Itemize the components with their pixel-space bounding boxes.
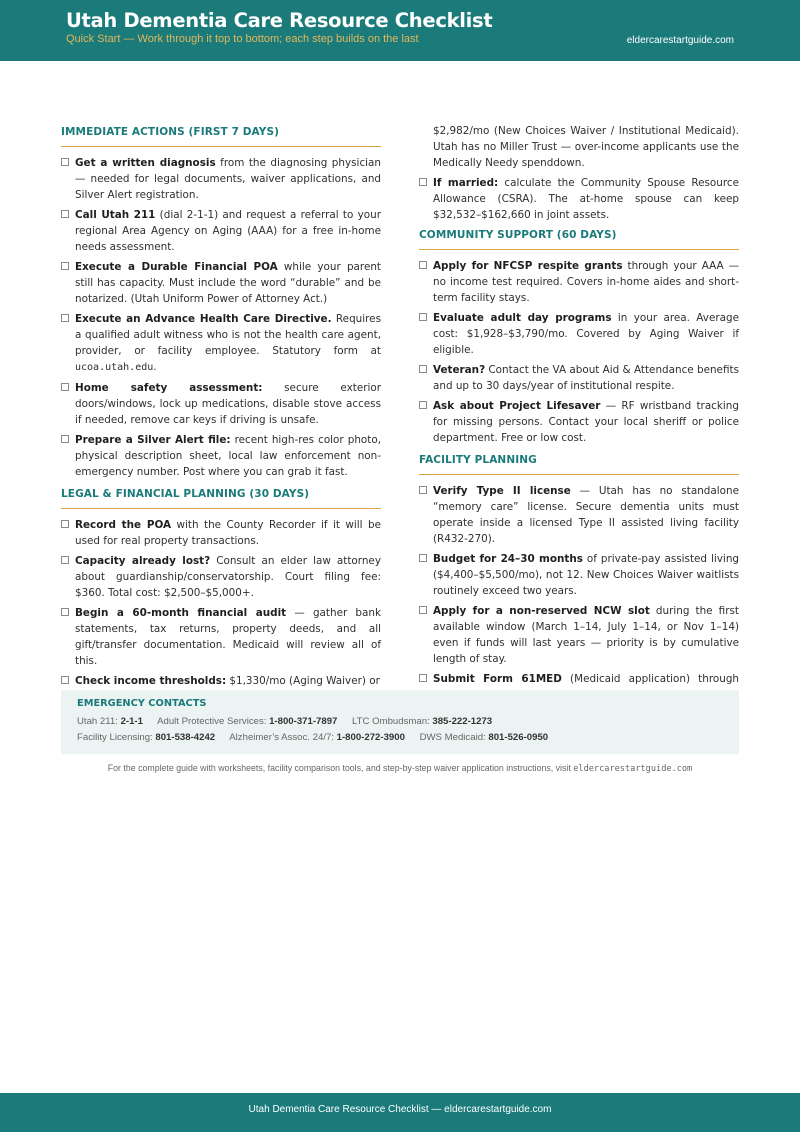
- contact-label: LTC Ombudsman:: [352, 716, 433, 727]
- item-text: during the first available window (March 1–14, July 1–14, or Nov 1–14) even if funds will last years — priority is by cumulative length of stay.: [433, 605, 739, 665]
- checklist-item: [419, 483, 739, 547]
- item-heading: Capacity already lost?: [75, 555, 211, 567]
- item-heading: Submit Form 61MED: [433, 673, 562, 685]
- checkbox-icon[interactable]: [61, 556, 69, 564]
- item-text-after: .: [153, 361, 157, 373]
- checklist-item: [61, 311, 381, 376]
- item-heading: Begin a 60-month financial audit: [75, 607, 287, 619]
- footnote-link[interactable]: eldercarestartguide.com: [573, 764, 693, 774]
- item-text: in your area. Average cost: $1,928–$3,790/mo. Covered by Aging Waiver if eligible.: [433, 312, 739, 356]
- item-text: — Utah has no standalone “memory care” license. Secure dementia units must operate inside a licensed Type II assisted living facility (R432-270).: [433, 485, 739, 545]
- page-subtitle: Quick Start — Work through it top to bottom; each step builds on the last: [66, 33, 419, 45]
- checklist-item: [61, 605, 381, 669]
- checkbox-icon[interactable]: [419, 486, 427, 494]
- checkbox-icon[interactable]: [61, 383, 69, 391]
- section-immediate-actions: [61, 124, 381, 480]
- contact-number[interactable]: 1-800-272-3900: [336, 732, 405, 743]
- item-heading: Evaluate adult day programs: [433, 312, 612, 324]
- item-text: with the County Recorder if it will be used for real property transactions.: [75, 519, 381, 547]
- item-text: secure exterior doors/windows, lock up medications, disable stove access if needed, remove car keys if driving is unsafe.: [75, 382, 381, 426]
- item-text: (dial 2-1-1) and request a referral to your regional Area Agency on Aging (AAA) for a free in-home needs assessment.: [75, 209, 381, 253]
- contact-label: DWS Medicaid:: [419, 732, 489, 743]
- item-text: of private-pay assisted living ($4,400–$5,500/mo), not 12. New Choices Waiver waitlists routinely exceed two years.: [433, 553, 739, 597]
- checklist-item: [61, 673, 381, 689]
- checkbox-icon[interactable]: [61, 210, 69, 218]
- footnote: [0, 763, 800, 774]
- checklist-item: [419, 175, 739, 223]
- item-text: Consult an elder law attorney about guardianship/conservatorship. Court filing fee: $360. Total cost: $2,500–$5,000+.: [75, 555, 381, 599]
- section-title: LEGAL & FINANCIAL PLANNING (30 DAYS): [61, 486, 381, 509]
- page-footer: [0, 1093, 800, 1132]
- item-heading: Execute an Advance Health Care Directive.: [75, 313, 332, 325]
- checklist-item: [61, 155, 381, 203]
- checklist-item: [61, 380, 381, 428]
- emergency-contacts-title: EMERGENCY CONTACTS: [77, 698, 207, 709]
- checkbox-icon[interactable]: [61, 520, 69, 528]
- checkbox-icon[interactable]: [419, 313, 427, 321]
- checkbox-icon[interactable]: [419, 401, 427, 409]
- item-text: from the diagnosing physician — needed for legal documents, waiver applications, and Silver Alert registration.: [75, 157, 381, 201]
- item-text: through your AAA — no income test required. Covers in-home aides and short-term facility stays.: [433, 260, 739, 304]
- checklist: [419, 258, 739, 446]
- contact-number[interactable]: 801-538-4242: [155, 732, 216, 743]
- checklist-item: [61, 207, 381, 255]
- item-text: — gather bank statements, tax returns, property deeds, and all gift/transfer documentation. Medicaid will review all of this.: [75, 607, 381, 667]
- checklist-item: [61, 517, 381, 549]
- contact-number[interactable]: 385-222-1273: [432, 716, 493, 727]
- contact-number[interactable]: 2-1-1: [120, 716, 143, 727]
- left-column: [61, 124, 381, 693]
- checkbox-icon[interactable]: [419, 606, 427, 614]
- checklist-item: [419, 551, 739, 599]
- checklist-item: [419, 398, 739, 446]
- checklist: [61, 517, 381, 689]
- item-heading: Budget for 24–30 months: [433, 553, 583, 565]
- checklist-item: [61, 553, 381, 601]
- checkbox-icon[interactable]: [419, 178, 427, 186]
- checkbox-icon[interactable]: [419, 365, 427, 373]
- checklist-item: [61, 259, 381, 307]
- item-text: $1,330/mo (Aging Waiver) or: [226, 675, 380, 687]
- item-heading: Prepare a Silver Alert file:: [75, 434, 231, 446]
- contact-entry: [77, 716, 143, 727]
- checklist: [61, 155, 381, 480]
- contact-number[interactable]: 801-526-0950: [488, 732, 549, 743]
- contact-number[interactable]: 1-800-371-7897: [269, 716, 338, 727]
- item-text: (Medicaid application) through: [570, 673, 740, 685]
- page-title: Utah Dementia Care Resource Checklist: [66, 9, 493, 32]
- item-heading: Ask about Project Lifesaver: [433, 400, 601, 412]
- section-title: IMMEDIATE ACTIONS (FIRST 7 DAYS): [61, 124, 381, 147]
- item-text: Requires a qualified adult witness who is not the health care agent, provider, or facility employee. Statutory form at: [75, 313, 381, 357]
- section-community-support: [419, 227, 739, 446]
- checkbox-icon[interactable]: [61, 262, 69, 270]
- footnote-text: For the complete guide with worksheets, facility comparison tools, and step-by-step waiver application instructions, visit: [107, 763, 574, 773]
- checklist: [419, 175, 739, 223]
- contact-label: Adult Protective Services:: [157, 716, 270, 727]
- contact-row: [77, 730, 723, 746]
- contact-entry: [352, 716, 492, 727]
- checkbox-icon[interactable]: [61, 676, 69, 684]
- item-heading: Apply for a non-reserved NCW slot: [433, 605, 650, 617]
- item-heading: If married:: [433, 177, 499, 189]
- section-title: COMMUNITY SUPPORT (60 DAYS): [419, 227, 739, 250]
- page-header: [0, 0, 800, 61]
- item-heading: Apply for NFCSP respite grants: [433, 260, 623, 272]
- checkbox-icon[interactable]: [61, 158, 69, 166]
- footer-text: Utah Dementia Care Resource Checklist — eldercarestartguide.com: [248, 1104, 552, 1115]
- checklist-item: [419, 258, 739, 306]
- item-url[interactable]: ucoa.utah.edu: [75, 362, 154, 373]
- section-facility-planning: [419, 452, 739, 704]
- contact-label: Utah 211:: [77, 716, 121, 727]
- item-text: — RF wristband tracking for missing persons. Contact your local sheriff or police department. Free or low cost.: [433, 400, 739, 444]
- section-title: FACILITY PLANNING: [419, 452, 739, 475]
- checklist-item: [419, 362, 739, 394]
- item-heading: Check income thresholds:: [75, 675, 227, 687]
- checklist-item: [419, 603, 739, 667]
- item-heading: Execute a Durable Financial POA: [75, 261, 278, 273]
- item-text: while your parent still has capacity. Must include the word “durable” and be notarized. (Utah Uniform Power of Attorney Act.): [75, 261, 381, 305]
- contact-row: [77, 714, 723, 730]
- checklist: [419, 483, 739, 704]
- item-text: recent high-res color photo, physical description sheet, local law enforcement non-emergency number. Post where you can grab it fast.: [75, 434, 381, 478]
- contact-label: Alzheimer’s Assoc. 24/7:: [229, 732, 337, 743]
- checkbox-icon[interactable]: [61, 435, 69, 443]
- checkbox-icon[interactable]: [419, 554, 427, 562]
- item-text: calculate the Community Spouse Resource Allowance (CSRA). The at-home spouse can keep $32,532–$162,660 in joint assets.: [433, 177, 740, 221]
- contact-entry: [420, 732, 549, 743]
- item-heading: Record the POA: [75, 519, 172, 531]
- item-heading: Call Utah 211: [75, 209, 156, 221]
- checklist-item: [419, 310, 739, 358]
- item-heading: Verify Type II license: [433, 485, 571, 497]
- item-heading: Get a written diagnosis: [75, 157, 216, 169]
- site-url[interactable]: eldercarestartguide.com: [626, 35, 734, 46]
- checklist-item-continuation: $2,982/mo (New Choices Waiver / Institutional Medicaid). Utah has no Miller Trust — over-income applicants use the Medically Needy spenddown.: [433, 125, 739, 169]
- checkbox-icon[interactable]: [419, 261, 427, 269]
- checkbox-icon[interactable]: [61, 314, 69, 322]
- item-heading: Home safety assessment:: [75, 382, 263, 394]
- section-legal-financial: [61, 486, 381, 689]
- emergency-contacts-box: [61, 690, 739, 754]
- checkbox-icon[interactable]: [61, 608, 69, 616]
- contact-entry: [77, 732, 215, 743]
- checklist-item: [61, 432, 381, 480]
- contact-entry: [229, 732, 405, 743]
- contact-entry: [157, 716, 337, 727]
- item-text: Contact the VA about Aid & Attendance benefits and up to 30 days/year of institutional respite.: [433, 364, 739, 392]
- contact-label: Facility Licensing:: [77, 732, 156, 743]
- checkbox-icon[interactable]: [419, 674, 427, 682]
- right-column: [419, 123, 739, 708]
- item-heading: Veteran?: [433, 364, 486, 376]
